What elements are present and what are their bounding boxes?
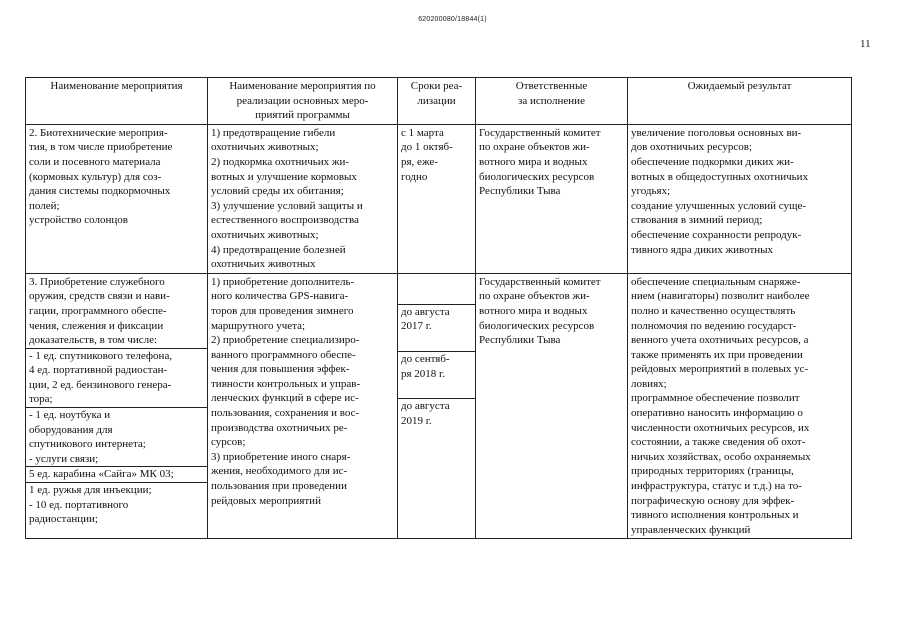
row2-item-carbines xyxy=(26,466,207,482)
text-line: природных территориях (границы, xyxy=(631,465,794,478)
text-line: естественного воспроизводства xyxy=(211,214,359,227)
text-line: пользования при проведении xyxy=(211,480,347,493)
text-line: также применять их при проведении xyxy=(631,348,803,361)
text-line: Наименование мероприятия xyxy=(50,80,183,92)
text-line: до сентяб- xyxy=(401,352,450,365)
text-line: 4 ед. портативной радиостан- xyxy=(29,364,168,377)
text-line: тивного ядра диких животных xyxy=(631,243,774,256)
row2-name-intro xyxy=(29,275,204,348)
text-line: Наименование мероприятия по xyxy=(229,80,376,92)
text-line: 2019 г. xyxy=(401,414,432,427)
table-row xyxy=(26,124,852,273)
text-line: обеспечение сохранности репродук- xyxy=(631,228,802,241)
text-line: доказательств, в том числе: xyxy=(29,334,158,347)
text-line: Государственный комитет xyxy=(479,275,601,288)
text-line: состоянии, а также сведения об охот- xyxy=(631,436,806,449)
text-line: устройство солонцов xyxy=(29,214,128,227)
text-line: гации, программного обеспе- xyxy=(29,304,167,317)
text-line: 3) улучшение условий защиты и xyxy=(211,199,363,212)
row2-expected-result xyxy=(628,273,852,539)
text-line: Республики Тыва xyxy=(479,334,561,347)
text-line: Ответственные xyxy=(515,80,588,92)
text-line: тия, в том числе приобретение xyxy=(29,141,173,154)
row2-term-2017 xyxy=(398,304,475,334)
text-line: спутникового интернета; xyxy=(29,438,146,451)
page-number: 11 xyxy=(860,38,871,50)
text-line: программное обеспечение позволит xyxy=(631,392,800,405)
row1-expected-result xyxy=(628,124,852,273)
text-line: ции, 2 ед. бензинового генера- xyxy=(29,378,172,391)
text-line: дов охотничьих ресурсов; xyxy=(631,141,752,154)
text-line: оперативно наносить информацию о xyxy=(631,407,803,420)
text-line: вотных и улучшение кормовых xyxy=(211,170,357,183)
text-line: Ожидаемый результат xyxy=(687,80,792,92)
text-line: оружия, средств связи и нави- xyxy=(29,290,170,303)
text-line: годно xyxy=(401,170,428,183)
text-line: чения для повышения эффек- xyxy=(211,363,350,376)
row2-item-laptop xyxy=(26,407,207,466)
text-line: ванного программного обеспе- xyxy=(211,348,356,361)
row1-actions xyxy=(208,124,398,273)
text-line: обеспечение специальным снаряже- xyxy=(631,275,801,288)
text-line: численности охотничьих ресурсов, их xyxy=(631,421,810,434)
text-line: тивности контрольных и управ- xyxy=(211,377,361,390)
text-line: 1) приобретение дополнитель- xyxy=(211,275,355,288)
text-line: реализации основных меро- xyxy=(236,94,369,107)
text-line: угодьях; xyxy=(631,185,671,198)
table-row xyxy=(26,273,852,539)
text-line: оборудования для xyxy=(29,423,113,436)
text-line: (кормовых культур) для соз- xyxy=(29,170,162,183)
text-line: увеличение поголовья основных ви- xyxy=(631,126,802,139)
text-line: производства охотничьих ре- xyxy=(211,421,348,434)
text-line: полей; xyxy=(29,199,60,212)
text-line: 1 ед. ружья для инъекции; xyxy=(29,484,152,497)
row2-responsible xyxy=(476,273,628,539)
text-line: лизации xyxy=(417,94,456,107)
text-line: пользования, сохранения и вос- xyxy=(211,407,360,420)
text-line: ленческих функций в сфере ис- xyxy=(211,392,359,405)
row1-terms xyxy=(398,124,476,273)
text-line: соли и посевного материала xyxy=(29,155,161,168)
text-line: нием (навигаторы) позволит наиболее xyxy=(631,290,810,303)
text-line: жения, необходимого для ис- xyxy=(211,465,348,478)
header-activity-implementation xyxy=(208,78,398,125)
row2-item-phones xyxy=(26,348,207,407)
text-line: по охране объектов жи- xyxy=(479,290,590,303)
header-expected-result xyxy=(628,78,852,125)
header-activity-name xyxy=(26,78,208,125)
text-line: тивного исполнения контрольных и xyxy=(631,509,799,522)
header-responsible xyxy=(476,78,628,125)
row2-item-injection-gun xyxy=(26,482,207,527)
text-line: с 1 марта xyxy=(401,126,444,139)
row2-term-2018 xyxy=(398,351,475,381)
text-line: маршрутного учета; xyxy=(211,319,306,332)
text-line: 3. Приобретение служебного xyxy=(29,275,165,288)
text-line: создание улучшенных условий суще- xyxy=(631,199,807,212)
row2-terms xyxy=(398,273,476,539)
row2-activity-name xyxy=(26,273,208,539)
text-line: инфраструктура, статус и т.д.) на то- xyxy=(631,480,802,493)
text-line: - 1 ед. спутникового телефона, xyxy=(29,349,173,362)
text-line: за исполнение xyxy=(518,94,585,107)
text-line: охотничьих животных xyxy=(211,258,316,271)
row2-actions xyxy=(208,273,398,539)
row1-activity-name xyxy=(26,124,208,273)
text-line: - услуги связи; xyxy=(29,452,99,465)
document-id: 620200080/18844(1) xyxy=(418,16,487,23)
text-line: дания системы подкормочных xyxy=(29,185,171,198)
text-line: приятий программы xyxy=(255,109,350,122)
text-line: вотных в общедоступных охотничьих xyxy=(631,170,809,183)
text-line: сурсов; xyxy=(211,436,246,449)
text-line: венного учета охотничьих ресурсов, а xyxy=(631,334,809,347)
text-line: ря 2018 г. xyxy=(401,367,446,380)
text-line: 2017 г. xyxy=(401,320,432,333)
text-line: 4) предотвращение болезней xyxy=(211,243,346,256)
text-line: ствования в зимний период; xyxy=(631,214,763,227)
row1-responsible xyxy=(476,124,628,273)
text-line: охотничьих животных; xyxy=(211,228,319,241)
text-line: управленческих функций xyxy=(631,523,751,536)
text-line: биологических ресурсов xyxy=(479,170,595,183)
text-line: полно и качественно осуществлять xyxy=(631,304,796,317)
text-line: вотного мира и водных xyxy=(479,304,588,317)
text-line: обеспечение подкормки диких жи- xyxy=(631,155,794,168)
text-line: чения, слежения и фиксации xyxy=(29,319,164,332)
text-line: 2. Биотехнические мероприя- xyxy=(29,126,168,139)
text-line: ря, еже- xyxy=(401,155,438,168)
text-line: условий среды их обитания; xyxy=(211,185,344,198)
text-line: - 10 ед. портативного xyxy=(29,498,129,511)
text-line: тора; xyxy=(29,393,53,406)
text-line: биологических ресурсов xyxy=(479,319,595,332)
text-line: 3) приобретение иного снаря- xyxy=(211,450,351,463)
program-activities-table xyxy=(25,77,852,539)
text-line: ловиях; xyxy=(631,377,667,390)
text-line: - 1 ед. ноутбука и xyxy=(29,409,111,422)
text-line: Республики Тыва xyxy=(479,185,561,198)
text-line: 5 ед. карабина «Сайга» МК 03; xyxy=(29,468,174,481)
text-line: до августа xyxy=(401,400,450,413)
text-line: рейдовых мероприятий в полевых ус- xyxy=(631,363,809,376)
text-line: вотного мира и водных xyxy=(479,155,588,168)
text-line: ничьих хозяйствах, особо охраняемых xyxy=(631,450,811,463)
text-line: радиостанции; xyxy=(29,513,98,526)
text-line: 1) предотвращение гибели xyxy=(211,126,336,139)
text-line: полномочия по ведению государст- xyxy=(631,319,797,332)
text-line: 2) приобретение специализиро- xyxy=(211,334,360,347)
text-line: охотничьих животных; xyxy=(211,141,319,154)
text-line: по охране объектов жи- xyxy=(479,141,590,154)
table-header-row xyxy=(26,78,852,125)
text-line: рейдовых мероприятий xyxy=(211,494,321,507)
text-line: торов для проведения зимнего xyxy=(211,304,354,317)
text-line: ного количества GPS-навига- xyxy=(211,290,349,303)
row2-term-2019 xyxy=(398,398,475,428)
text-line: до августа xyxy=(401,305,450,318)
text-line: пографическую основу для эффек- xyxy=(631,494,795,507)
text-line: Государственный комитет xyxy=(479,126,601,139)
text-line: 2) подкормка охотничьих жи- xyxy=(211,155,350,168)
header-terms xyxy=(398,78,476,125)
text-line: до 1 октяб- xyxy=(401,141,453,154)
text-line: Сроки реа- xyxy=(410,80,463,92)
